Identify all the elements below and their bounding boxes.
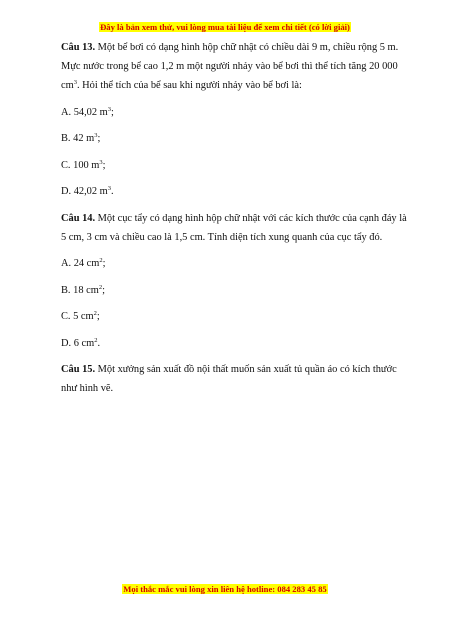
question-label: Câu 14. bbox=[61, 212, 96, 224]
page-content bbox=[61, 38, 411, 406]
question-text-end: . Hỏi thể tích của bể sau khi người nhảy vào bể bơi là: bbox=[76, 80, 302, 91]
question-label: Câu 15. bbox=[61, 364, 96, 375]
option-end: ; bbox=[96, 311, 100, 322]
option-end: ; bbox=[102, 258, 106, 269]
question-text: Một xưởng sản xuất đồ nội thất muốn sản xuất tủ quần áo có kích thước như hình vẽ. bbox=[61, 364, 397, 394]
option-sup: 2 bbox=[93, 310, 97, 317]
option-end: . bbox=[97, 337, 101, 349]
question-text-sup: 3 bbox=[73, 79, 77, 86]
option-14-b bbox=[61, 281, 411, 300]
question-text: Một cục tẩy có dạng hình hộp chữ nhật với các kích thước của cạnh đáy là 5 cm, 3 cm và chiều cao là 1,5 cm. Tính diện tích xung quanh của cục tẩy đó. bbox=[61, 212, 407, 243]
option-text: C. 5 cm bbox=[61, 311, 94, 322]
option-13-c bbox=[61, 156, 411, 175]
option-end: . bbox=[111, 186, 114, 197]
option-14-a bbox=[61, 254, 411, 273]
option-sup: 2 bbox=[94, 336, 98, 344]
question-label: Câu 13. bbox=[61, 42, 96, 53]
option-text: B. 18 cm bbox=[61, 284, 99, 296]
option-sup: 3 bbox=[107, 185, 112, 192]
option-14-d bbox=[61, 334, 411, 353]
option-sup: 2 bbox=[99, 257, 103, 264]
option-sup: 3 bbox=[94, 132, 98, 139]
option-end: ; bbox=[111, 106, 114, 118]
option-text: A. 54,02 m bbox=[61, 106, 108, 118]
question-text: Một bể bơi có dạng hình hộp chữ nhật có chiều dài 9 m, chiều rộng 5 m. Mực nước trong bể cao 1,2 m một người nhảy vào bể bơi thì thể tích tăng 20 000 cm bbox=[61, 42, 399, 91]
option-end: ; bbox=[97, 133, 101, 144]
option-sup: 3 bbox=[107, 105, 112, 113]
option-text: D. 42,02 m bbox=[61, 186, 108, 197]
preview-banner-text: Đây là bản xem thử, vui lòng mua tài liệu để xem chi tiết (có lời giải) bbox=[100, 22, 350, 32]
hotline-banner-text: Mọi thắc mắc vui lòng xin liên hệ hotline: 084 283 45 85 bbox=[123, 584, 327, 594]
option-13-b bbox=[61, 129, 411, 148]
option-end: ; bbox=[102, 159, 106, 171]
question-14 bbox=[61, 209, 411, 247]
option-sup: 2 bbox=[98, 283, 103, 291]
option-text: C. 100 m bbox=[61, 159, 100, 171]
option-text: A. 24 cm bbox=[61, 258, 100, 269]
option-sup: 3 bbox=[99, 158, 103, 166]
preview-banner bbox=[0, 22, 450, 33]
option-14-c bbox=[61, 307, 411, 326]
option-end: ; bbox=[102, 284, 105, 296]
question-15 bbox=[61, 360, 411, 398]
question-13 bbox=[61, 38, 411, 95]
option-text: B. 42 m bbox=[61, 133, 95, 144]
option-13-a bbox=[61, 103, 411, 122]
option-13-d bbox=[61, 182, 411, 201]
option-text: D. 6 cm bbox=[61, 337, 95, 349]
hotline-banner bbox=[0, 584, 450, 595]
